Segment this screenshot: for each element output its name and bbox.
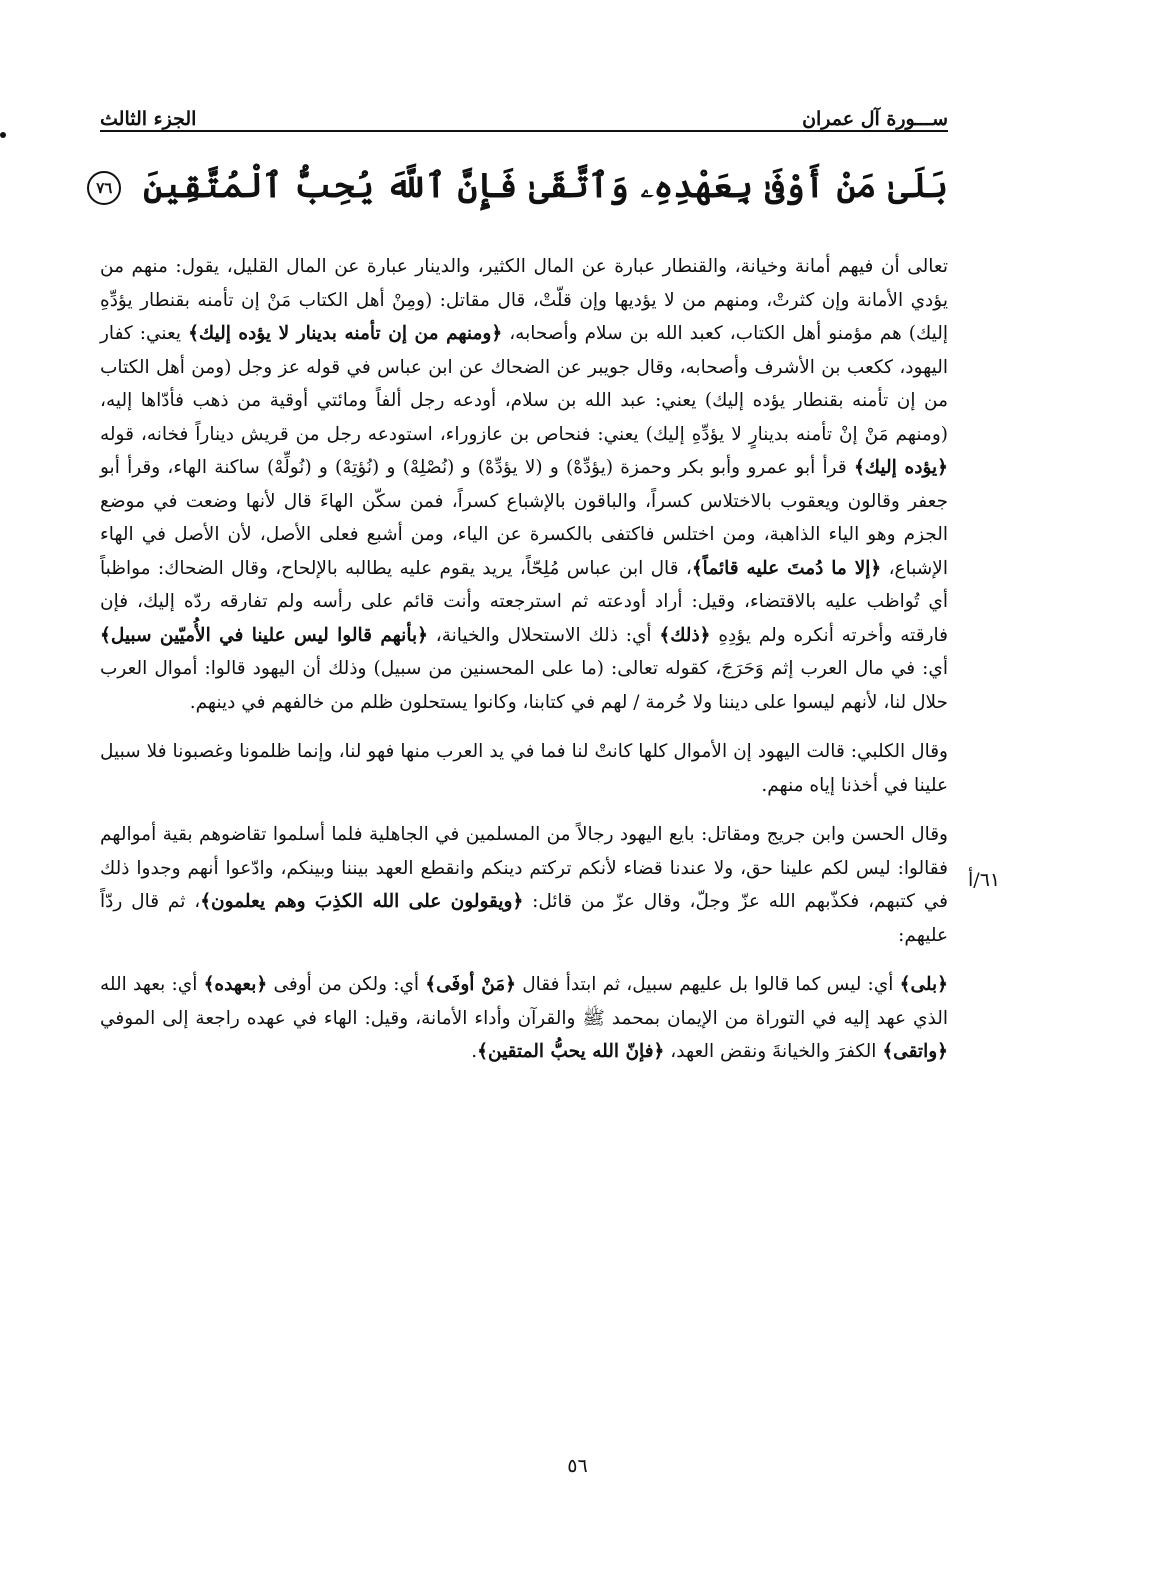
- commentary-text: أي: ليس كما قالوا بل عليهم سبيل، ثم ابتدأ فقال: [516, 974, 900, 995]
- commentary-text: تعالى أن فيهم أمانة وخيانة، والقنطار عبارة عن المال الكثير، والدينار عبارة عن المال القليل، يقول: منهم من يؤدي الأمانة وإن كثرتْ، ومنهم من لا يؤديها وإن قلّتْ، قال مقاتل: (ومِنْ أهل الكتاب مَنْ إن تأمنه بقنطار يؤدِّهِ إليك) هم مؤمنو أهل الكتاب، كعبد الله بن سلام وأصحابه،: [100, 256, 948, 344]
- ayah-number-marker: ٧٦: [87, 171, 121, 205]
- quoted-verse-fragment: ﴿ويقولون على الله الكذِبَ وهم يعلمون﴾: [200, 891, 524, 912]
- commentary-paragraph: [100, 735, 948, 802]
- surah-title: ســـورة آل عمران: [802, 108, 948, 130]
- verse-text: بَلَىٰ مَنْ أَوْفَىٰ بِعَهْدِهِۦ وَٱتَّقَىٰ فَإِنَّ ٱللَّهَ يُحِبُّ ٱلْمُتَّقِينَ: [143, 166, 948, 206]
- quoted-verse-fragment: ﴿فإنّ الله يحبُّ المتقين﴾: [477, 1041, 665, 1062]
- part-title: الجزء الثالث: [100, 108, 197, 130]
- quoted-verse-fragment: ﴿بلى﴾: [899, 974, 948, 995]
- manuscript-folio-note: ٦١/أ: [968, 869, 1001, 891]
- quoted-verse-fragment: ﴿واتقى﴾: [882, 1041, 948, 1062]
- commentary-text: أي: ولكن من أوفى: [267, 974, 426, 995]
- header-rule: [100, 130, 948, 132]
- commentary-text: يعني: كفار اليهود، ككعب بن الأشرف وأصحابه، وقال جويبر عن الضحاك عن ابن عباس في قوله عز وجل (ومن أهل الكتاب من إن تأمنه بقنطار يؤده إليك) يعني: عبد الله بن سلام، أودعه رجل ألفاً ومائتي أوقية من ذهب فأدّاها إليه، (ومنهم مَنْ إنْ تأمنه بدينارٍ لا يؤدِّهِ إليك) يعني: فنحاص بن عازوراء، استودعه رجل من قريش ديناراً فخانه، قوله: [100, 323, 948, 445]
- running-header: [100, 92, 948, 130]
- commentary-paragraph: [100, 818, 948, 952]
- commentary-text: أي: ذلك الاستحلال والخيانة،: [427, 624, 660, 646]
- commentary-text: وقال الكلبي: قالت اليهود إن الأموال كلها كانتْ لنا فما في يد العرب منها فهو لنا، وإنما ظلمونا وغصبونا فلا سبيل علينا في أخذنا إياه منهم.: [100, 741, 948, 796]
- commentary-text: .: [471, 1041, 478, 1062]
- commentary-paragraph: [100, 968, 948, 1069]
- quoted-verse-fragment: ﴿بعهده﴾: [203, 974, 268, 995]
- quran-verse: [96, 150, 948, 222]
- commentary-text: وقال الحسن وابن جريج ومقاتل: بايع اليهود رجالاً من المسلمين في الجاهلية فلما أسلموا تقاضوهم بقية أموالهم فقالوا: ليس لكم علينا حق، ولا عندنا قضاء لأنكم تركتم دينكم وانقطع العهد بيننا وبينكم، وادّعوا أنهم وجدوا ذلك في كتبهم، فكذّبهم الله عزّ وجلّ، وقال عزّ من قائل:: [100, 824, 948, 912]
- quoted-verse-fragment: ﴿مَنْ أوفَى﴾: [425, 974, 517, 995]
- margin-dot: [0, 132, 6, 138]
- commentary-text: الكفرَ والخيانةَ ونقض العهد،: [664, 1041, 883, 1062]
- commentary-text: قرأ أبو عمرو وأبو بكر وحمزة (يؤدِّهْ) و (لا يؤدِّهْ) و (نُصْلِهْ) و (نُؤتِهْ) و (نُولِّهْ) ساكنة الهاء، وقرأ أبو جعفر وقالون ويعقوب بالاختلاس كسراً، والباقون بالإشباع كسراً، فمن سكّن الهاءَ قال لأنها وضعت في موضع الجزم وهو الياء الذاهبة، ومن اختلس فاكتفى بالكسرة عن الياء، ومن أشبع فعلى الأصل، لأن الأصل في الهاء الإشباع،: [100, 457, 948, 579]
- commentary-text: ، قال ابن عباس مُلِحّاً، يريد يقوم عليه يطالبه بالإلحاح، وقال الضحاك: مواظباً أي تُواظب عليه بالاقتضاء، وقيل: أراد أودعته ثم استرجعته وأنت قائم على رأسه ولم تفارقه ردّه إليك، فإن فارقته وأخرته أنكره ولم يؤدِهِ: [100, 557, 948, 646]
- commentary-text: أي: بعهد الله الذي عهد إليه في التوراة من الإيمان بمحمد ﷺ والقرآن وأداء الأمانة، وقيل: الهاء في عهده راجعة إلى الموفي: [100, 974, 948, 1029]
- quoted-verse-fragment: ﴿إلا ما دُمتَ عليه قائماً﴾: [691, 557, 882, 579]
- quoted-verse-fragment: ﴿ومنهم من إن تأمنه بدينار لا يؤده إليك﴾: [188, 323, 503, 344]
- commentary-body: [100, 250, 948, 1085]
- page-number: ٥٦: [567, 1455, 588, 1477]
- commentary-paragraph: [100, 250, 948, 719]
- commentary-text: أي: في مال العرب إثم وَحَرَجَ، كقوله تعالى: (ما على المحسنين من سبيل) وذلك أن اليهود قالوا: أموال العرب حلال لنا، لأنهم ليسوا على ديننا ولا حُرمة / لهم في كتابنا، وكانوا يستحلون ظلم من خالفهم في دينهم.: [100, 658, 948, 713]
- quoted-verse-fragment: ﴿ذلك﴾: [659, 624, 711, 646]
- quoted-verse-fragment: ﴿بأنهم قالوا ليس علينا في الأُميّين سبيل﴾: [100, 624, 428, 646]
- commentary-text: ، ثم قال ردّاً عليهم:: [100, 891, 948, 946]
- quoted-verse-fragment: ﴿يؤده إليك﴾: [853, 457, 948, 478]
